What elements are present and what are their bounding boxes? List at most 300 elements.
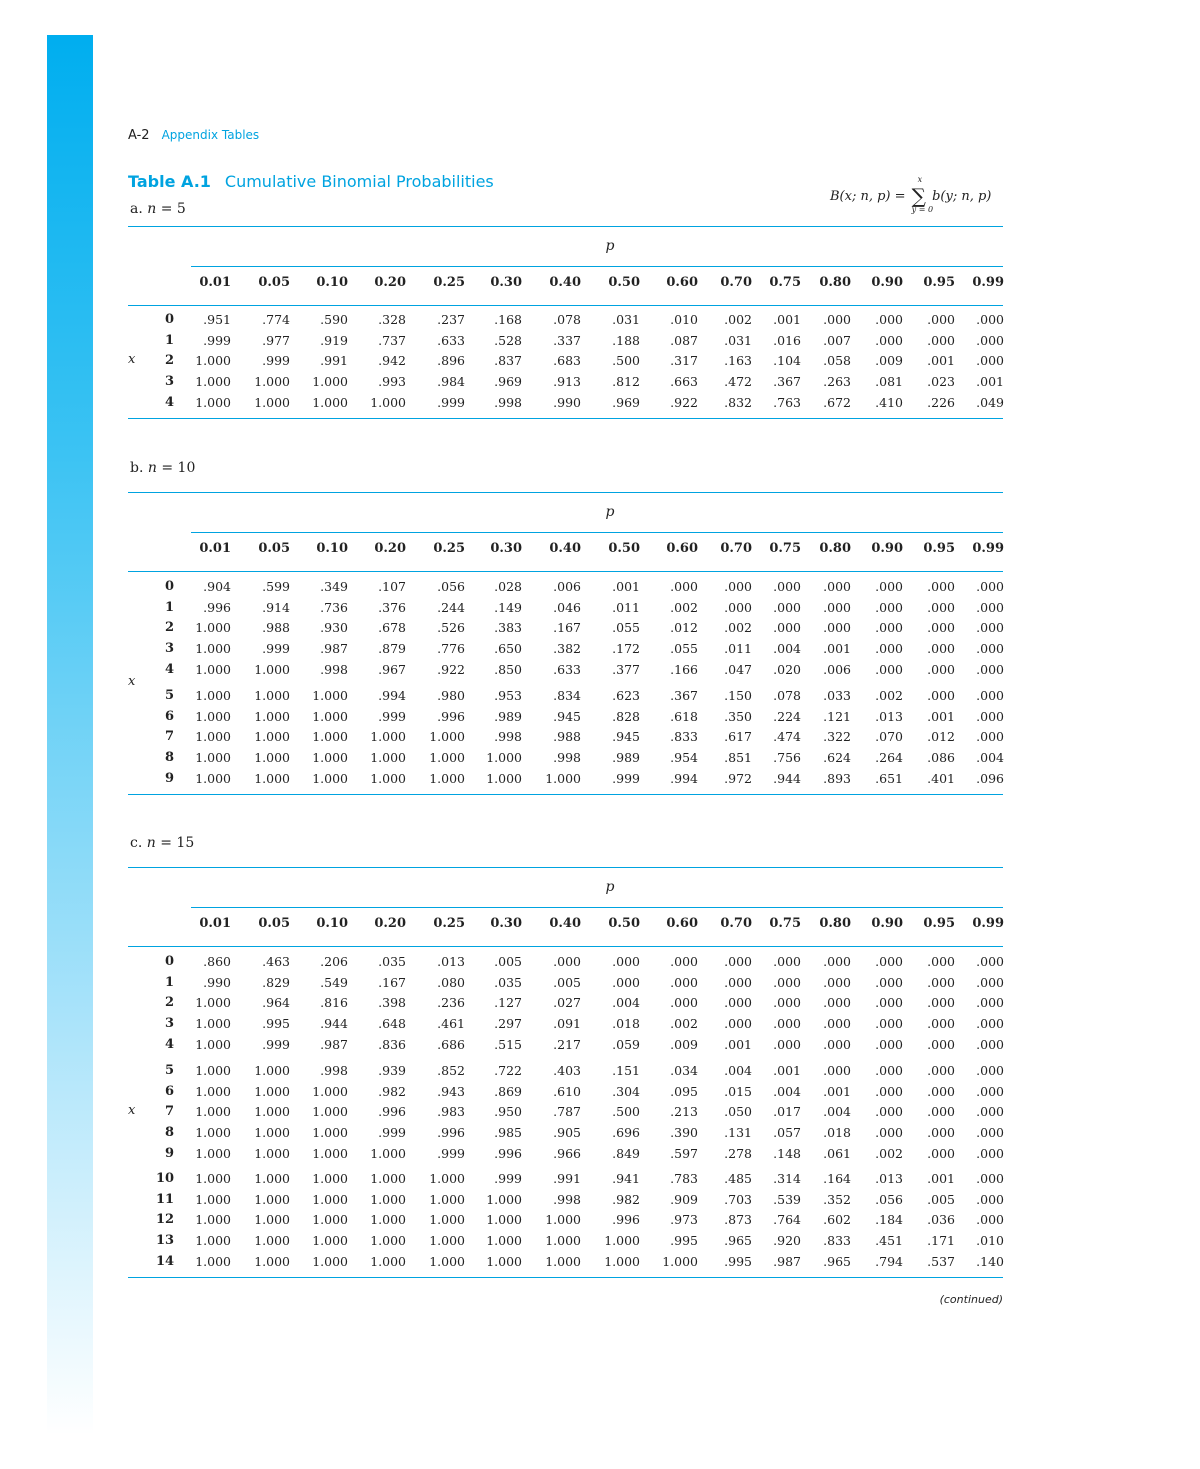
formula-lhs: B(x; n, p) = <box>830 189 906 204</box>
table-cell: 1.000 <box>254 1104 290 1120</box>
table-cell: .000 <box>976 599 1004 615</box>
table-cell: .879 <box>378 641 406 657</box>
table-cell: .070 <box>875 729 903 745</box>
table-cell: 1.000 <box>195 708 231 724</box>
table-cell: .683 <box>553 353 581 369</box>
table-cell: .942 <box>378 353 406 369</box>
table-cell: .000 <box>976 1212 1004 1228</box>
table-cell: .973 <box>670 1212 698 1228</box>
table-cell: .869 <box>494 1083 522 1099</box>
table-cell: .004 <box>724 1063 752 1078</box>
table-cell: .000 <box>927 1063 955 1078</box>
p-axis-label: p <box>605 504 615 520</box>
table-cell: .000 <box>976 995 1004 1011</box>
table-cell: .816 <box>320 995 348 1011</box>
row-x-value: 12 <box>156 1212 175 1228</box>
table-cell: .000 <box>976 661 1004 677</box>
table-cell: .776 <box>437 641 465 657</box>
column-header: 0.30 <box>490 541 522 556</box>
column-header: 0.99 <box>972 916 1004 931</box>
table-cell: 1.000 <box>195 1016 231 1032</box>
section-n-value: = 15 <box>160 835 195 851</box>
table-cell: .985 <box>494 1125 522 1141</box>
table-cell: .006 <box>553 579 581 594</box>
table-cell: 1.000 <box>254 374 290 390</box>
table-cell: 1.000 <box>254 394 290 410</box>
row-x-value: 14 <box>156 1253 175 1269</box>
row-x-value: 5 <box>164 1063 174 1078</box>
row-x-value: 8 <box>164 750 174 766</box>
table-cell: .000 <box>773 579 801 594</box>
column-header: 0.99 <box>972 541 1004 556</box>
table-cell: .999 <box>437 394 465 410</box>
summation-lower-limit: y = 0 <box>911 205 934 214</box>
row-x-value: 3 <box>164 1016 174 1032</box>
table-cell: 1.000 <box>312 708 348 724</box>
table-cell: .000 <box>724 954 752 969</box>
table-cell: .000 <box>875 661 903 677</box>
table-cell: .000 <box>927 661 955 677</box>
table-cell: .451 <box>875 1233 903 1249</box>
table-cell: 1.000 <box>370 1145 406 1161</box>
table-cell: 1.000 <box>195 1125 231 1141</box>
table-cell: .463 <box>262 954 290 969</box>
table-cell: 1.000 <box>312 729 348 745</box>
table-cell: .599 <box>262 579 290 594</box>
table-cell: .988 <box>262 620 290 636</box>
table-cell: 1.000 <box>195 641 231 657</box>
table-cell: .213 <box>670 1104 698 1120</box>
table-cell: .002 <box>875 1145 903 1161</box>
table-cell: 1.000 <box>195 353 231 369</box>
table-cell: .010 <box>670 312 698 327</box>
table-cell: 1.000 <box>195 1191 231 1207</box>
table-cell: 1.000 <box>429 1212 465 1228</box>
table-cell: .046 <box>553 599 581 615</box>
table-cell: .000 <box>927 312 955 327</box>
column-header: 0.40 <box>549 916 581 931</box>
table-cell: .081 <box>875 374 903 390</box>
table-cell: .000 <box>927 1104 955 1120</box>
table-cell: .091 <box>553 1016 581 1032</box>
table-cell: .526 <box>437 620 465 636</box>
table-cell: .049 <box>976 394 1004 410</box>
table-cell: .834 <box>553 688 581 703</box>
table-cell: .001 <box>927 708 955 724</box>
table-cell: .000 <box>927 954 955 969</box>
column-header: 0.80 <box>819 541 851 556</box>
table-cell: .987 <box>773 1253 801 1269</box>
column-header: 0.50 <box>608 541 640 556</box>
table-cell: 1.000 <box>254 1083 290 1099</box>
table-cell: .539 <box>773 1191 801 1207</box>
page-number: A-2 <box>128 128 150 143</box>
table-cell: .012 <box>670 620 698 636</box>
table-cell: .023 <box>927 374 955 390</box>
table-cell: .987 <box>320 641 348 657</box>
table-cell: .002 <box>670 1016 698 1032</box>
table-cell: .000 <box>553 954 581 969</box>
table-cell: .403 <box>553 1063 581 1078</box>
row-x-value: 7 <box>164 729 174 745</box>
table-cell: .000 <box>976 641 1004 657</box>
formula-rhs: b(y; n, p) <box>932 189 992 204</box>
table-cell: .965 <box>823 1253 851 1269</box>
section-prefix: c. <box>130 835 143 851</box>
table-cell: 1.000 <box>254 1253 290 1269</box>
table-cell: .127 <box>494 995 522 1011</box>
table-cell: .168 <box>494 312 522 327</box>
table-cell: .078 <box>553 312 581 327</box>
table-cell: .206 <box>320 954 348 969</box>
table-cell: 1.000 <box>312 770 348 786</box>
table-cell: .224 <box>773 708 801 724</box>
table-cell: .000 <box>773 995 801 1011</box>
section-n-value: = 5 <box>160 201 186 217</box>
table-cell: .410 <box>875 394 903 410</box>
table-cell: .991 <box>553 1171 581 1186</box>
row-x-value: 2 <box>164 353 174 369</box>
table-cell: 1.000 <box>312 394 348 410</box>
row-x-value: 6 <box>164 708 174 724</box>
table-cell: 1.000 <box>254 661 290 677</box>
table-cell: .027 <box>553 995 581 1011</box>
row-x-value: 10 <box>156 1171 175 1186</box>
table-cell: .833 <box>670 729 698 745</box>
summation-sigma: ∑ <box>911 184 926 208</box>
table-cell: .964 <box>262 995 290 1011</box>
table-cell: .678 <box>378 620 406 636</box>
table-cell: .998 <box>320 1063 348 1078</box>
section-label <box>130 460 195 476</box>
table-cell: .996 <box>612 1212 640 1228</box>
table-cell: .787 <box>553 1104 581 1120</box>
column-header: 0.05 <box>258 541 290 556</box>
table-cell: 1.000 <box>254 1171 290 1186</box>
table-cell: .944 <box>773 770 801 786</box>
table-cell: .058 <box>823 353 851 369</box>
x-axis-label: x <box>128 1102 136 1118</box>
table-cell: .945 <box>553 708 581 724</box>
column-header: 0.40 <box>549 541 581 556</box>
table-cell: .012 <box>927 729 955 745</box>
table-cell: .149 <box>494 599 522 615</box>
table-cell: .002 <box>724 312 752 327</box>
row-x-value: 11 <box>156 1191 175 1207</box>
row-x-value: 1 <box>164 599 174 615</box>
column-header: 0.40 <box>549 275 581 290</box>
row-x-value: 3 <box>164 641 174 657</box>
table-rule <box>128 1277 1003 1278</box>
p-axis-label: p <box>605 238 615 254</box>
table-cell: .893 <box>823 770 851 786</box>
table-rule <box>128 867 1003 868</box>
table-cell: .998 <box>494 729 522 745</box>
column-header: 0.05 <box>258 275 290 290</box>
column-header: 0.25 <box>433 541 465 556</box>
table-cell: .004 <box>773 641 801 657</box>
table-cell: .996 <box>203 599 231 615</box>
table-cell: 1.000 <box>370 1191 406 1207</box>
table-cell: .322 <box>823 729 851 745</box>
table-cell: .056 <box>875 1191 903 1207</box>
table-cell: .995 <box>670 1233 698 1249</box>
table-cell: .000 <box>976 353 1004 369</box>
table-cell: .121 <box>823 708 851 724</box>
section-n-value: = 10 <box>161 460 196 476</box>
table-cell: .837 <box>494 353 522 369</box>
table-cell: .148 <box>773 1145 801 1161</box>
table-cell: 1.000 <box>429 1253 465 1269</box>
table-cell: .000 <box>976 1104 1004 1120</box>
column-header: 0.70 <box>720 916 752 931</box>
table-cell: .007 <box>823 332 851 348</box>
table-cell: .000 <box>823 599 851 615</box>
table-cell: 1.000 <box>254 750 290 766</box>
table-rule <box>191 907 1003 908</box>
table-cell: .000 <box>927 995 955 1011</box>
table-cell: .851 <box>724 750 752 766</box>
table-cell: .377 <box>612 661 640 677</box>
table-cell: 1.000 <box>254 708 290 724</box>
table-cell: .000 <box>976 1063 1004 1078</box>
table-cell: .000 <box>976 620 1004 636</box>
table-cell: .016 <box>773 332 801 348</box>
table-cell: .000 <box>875 579 903 594</box>
table-cell: 1.000 <box>604 1253 640 1269</box>
table-cell: .000 <box>976 1171 1004 1186</box>
table-cell: 1.000 <box>195 1253 231 1269</box>
table-cell: .057 <box>773 1125 801 1141</box>
table-cell: .672 <box>823 394 851 410</box>
table-cell: .000 <box>875 1083 903 1099</box>
table-cell: .990 <box>553 394 581 410</box>
table-cell: .939 <box>378 1063 406 1078</box>
table-cell: .515 <box>494 1036 522 1052</box>
table-cell: .000 <box>875 995 903 1011</box>
table-cell: .969 <box>612 394 640 410</box>
table-cell: 1.000 <box>254 1212 290 1228</box>
table-cell: .783 <box>670 1171 698 1186</box>
table-cell: .009 <box>875 353 903 369</box>
column-header: 0.25 <box>433 275 465 290</box>
row-x-value: 3 <box>164 374 174 390</box>
table-cell: .000 <box>976 1125 1004 1141</box>
table-cell: .597 <box>670 1145 698 1161</box>
table-cell: .055 <box>670 641 698 657</box>
table-cell: .500 <box>612 353 640 369</box>
column-header: 0.80 <box>819 275 851 290</box>
table-cell: .737 <box>378 332 406 348</box>
table-cell: 1.000 <box>486 1191 522 1207</box>
table-cell: .004 <box>612 995 640 1011</box>
table-cell: .005 <box>494 954 522 969</box>
table-cell: .236 <box>437 995 465 1011</box>
table-cell: .977 <box>262 332 290 348</box>
table-cell: .943 <box>437 1083 465 1099</box>
table-cell: .913 <box>553 374 581 390</box>
table-cell: .989 <box>612 750 640 766</box>
table-cell: .015 <box>724 1083 752 1099</box>
table-cell: 1.000 <box>195 1145 231 1161</box>
table-cell: .000 <box>976 1145 1004 1161</box>
table-cell: .000 <box>927 1125 955 1141</box>
table-rule <box>128 226 1003 227</box>
table-rule <box>128 492 1003 493</box>
row-x-value: 9 <box>164 770 174 786</box>
section-prefix: a. <box>130 201 143 217</box>
table-cell: .998 <box>320 661 348 677</box>
table-cell: .059 <box>612 1036 640 1052</box>
table-cell: .000 <box>927 332 955 348</box>
p-axis-label: p <box>605 879 615 895</box>
table-cell: 1.000 <box>429 750 465 766</box>
table-cell: .167 <box>378 974 406 990</box>
section-n-variable: n <box>147 201 157 217</box>
table-cell: .474 <box>773 729 801 745</box>
table-cell: .000 <box>976 974 1004 990</box>
table-cell: .722 <box>494 1063 522 1078</box>
table-cell: .994 <box>378 688 406 703</box>
table-cell: .001 <box>823 641 851 657</box>
table-cell: .080 <box>437 974 465 990</box>
table-cell: .000 <box>927 620 955 636</box>
column-header: 0.90 <box>871 541 903 556</box>
table-cell: .217 <box>553 1036 581 1052</box>
table-cell: .352 <box>823 1191 851 1207</box>
table-cell: .034 <box>670 1063 698 1078</box>
table-cell: .999 <box>494 1171 522 1186</box>
column-header: 0.05 <box>258 916 290 931</box>
table-cell: .849 <box>612 1145 640 1161</box>
table-cell: 1.000 <box>254 1063 290 1078</box>
table-cell: 1.000 <box>195 374 231 390</box>
table-cell: 1.000 <box>312 374 348 390</box>
table-cell: .944 <box>320 1016 348 1032</box>
table-cell: .000 <box>976 1016 1004 1032</box>
table-cell: .941 <box>612 1171 640 1186</box>
section-prefix: b. <box>130 460 144 476</box>
table-cell: .013 <box>437 954 465 969</box>
table-cell: .000 <box>875 1063 903 1078</box>
table-cell: .836 <box>378 1036 406 1052</box>
table-cell: .013 <box>875 1171 903 1186</box>
row-x-value: 5 <box>164 688 174 703</box>
table-cell: .013 <box>875 708 903 724</box>
table-name: Cumulative Binomial Probabilities <box>224 172 494 191</box>
table-cell: .226 <box>927 394 955 410</box>
row-x-value: 4 <box>164 661 174 677</box>
table-cell: .017 <box>773 1104 801 1120</box>
table-cell: .004 <box>976 750 1004 766</box>
table-cell: .828 <box>612 708 640 724</box>
table-label: Table A.1 <box>128 172 211 191</box>
table-cell: .167 <box>553 620 581 636</box>
table-cell: .461 <box>437 1016 465 1032</box>
row-x-value: 7 <box>164 1104 174 1120</box>
row-x-value: 4 <box>164 1036 174 1052</box>
table-cell: 1.000 <box>312 750 348 766</box>
table-cell: .018 <box>823 1125 851 1141</box>
table-cell: .011 <box>612 599 640 615</box>
table-cell: 1.000 <box>312 1145 348 1161</box>
table-cell: .617 <box>724 729 752 745</box>
table-cell: .000 <box>823 954 851 969</box>
row-x-value: 1 <box>164 332 174 348</box>
table-cell: .991 <box>320 353 348 369</box>
table-cell: .000 <box>976 729 1004 745</box>
table-cell: 1.000 <box>545 1233 581 1249</box>
table-cell: .001 <box>773 312 801 327</box>
table-cell: .020 <box>773 661 801 677</box>
section-n-variable: n <box>146 835 156 851</box>
row-x-value: 0 <box>164 954 174 969</box>
table-cell: .000 <box>976 954 1004 969</box>
table-cell: 1.000 <box>254 1233 290 1249</box>
column-header: 0.01 <box>199 541 231 556</box>
table-cell: .000 <box>875 599 903 615</box>
table-cell: 1.000 <box>370 1253 406 1269</box>
table-cell: .999 <box>378 1125 406 1141</box>
table-cell: 1.000 <box>486 750 522 766</box>
section-label <box>130 201 186 217</box>
table-cell: 1.000 <box>195 394 231 410</box>
column-header: 0.90 <box>871 916 903 931</box>
table-cell: 1.000 <box>604 1233 640 1249</box>
table-cell: .832 <box>724 394 752 410</box>
table-cell: .264 <box>875 750 903 766</box>
table-cell: 1.000 <box>195 1083 231 1099</box>
table-cell: .000 <box>670 974 698 990</box>
table-cell: .078 <box>773 688 801 703</box>
table-cell: .035 <box>378 954 406 969</box>
column-header: 0.95 <box>923 275 955 290</box>
table-cell: .528 <box>494 332 522 348</box>
table-cell: .036 <box>927 1212 955 1228</box>
table-cell: .000 <box>724 579 752 594</box>
table-cell: .000 <box>823 312 851 327</box>
table-cell: .000 <box>927 1036 955 1052</box>
column-header: 0.10 <box>316 275 348 290</box>
x-axis-label: x <box>128 673 136 689</box>
table-cell: .011 <box>724 641 752 657</box>
table-cell: .500 <box>612 1104 640 1120</box>
table-cell: .000 <box>976 1083 1004 1099</box>
table-cell: .304 <box>612 1083 640 1099</box>
column-header: 0.70 <box>720 275 752 290</box>
side-color-bar <box>47 35 93 1435</box>
table-cell: 1.000 <box>312 1125 348 1141</box>
table-cell: .651 <box>875 770 903 786</box>
table-cell: 1.000 <box>312 1171 348 1186</box>
table-cell: .104 <box>773 353 801 369</box>
table-cell: .965 <box>724 1233 752 1249</box>
table-cell: 1.000 <box>195 995 231 1011</box>
table-cell: .000 <box>670 579 698 594</box>
summation-symbol <box>911 175 934 214</box>
table-cell: 1.000 <box>312 1253 348 1269</box>
table-cell: .951 <box>203 312 231 327</box>
column-header: 0.01 <box>199 916 231 931</box>
table-cell: 1.000 <box>486 1253 522 1269</box>
table-cell: .998 <box>494 394 522 410</box>
table-cell: .982 <box>378 1083 406 1099</box>
table-cell: .001 <box>612 579 640 594</box>
table-cell: .009 <box>670 1036 698 1052</box>
table-cell: .703 <box>724 1191 752 1207</box>
table-cell: .367 <box>670 688 698 703</box>
table-cell: .624 <box>823 750 851 766</box>
